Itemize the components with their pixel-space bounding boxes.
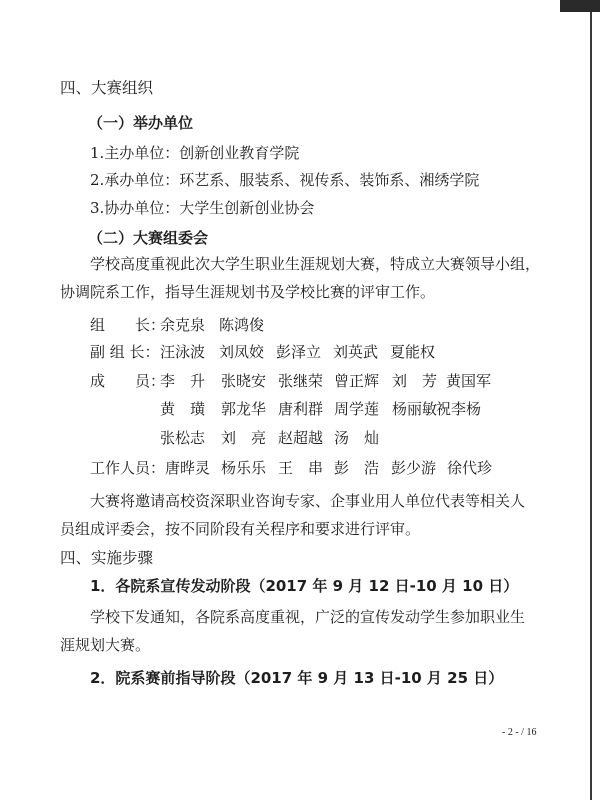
step-1-title: 1．各院系宣传发动阶段（2017 年 9 月 12 日-10 月 10 日） [90, 577, 519, 595]
member-label: 成 员： [90, 372, 166, 390]
member-name: 唐利群 [278, 400, 324, 418]
scan-corner [560, 0, 600, 12]
leader-name: 陈鸿俊 [219, 316, 265, 334]
leader-name: 余克泉 [160, 316, 206, 334]
vice-label: 副 组 长： [90, 343, 160, 361]
staff-label: 工作人员： [90, 459, 166, 477]
member-name: 黄国军 [446, 372, 492, 390]
staff-name: 彭少游 [391, 459, 437, 477]
member-name: 祝李杨 [436, 400, 482, 418]
staff-name: 杨乐乐 [221, 459, 267, 477]
vice-name: 刘英武 [333, 343, 379, 361]
staff-name: 唐晔灵 [165, 459, 211, 477]
vice-name: 夏能权 [390, 343, 436, 361]
committee-paragraph-line-2: 协调院系工作，指导生涯规划书及学校比赛的评审工作。 [60, 283, 436, 301]
judges-paragraph-line-1: 大赛将邀请高校资深职业咨询专家、企事业用人单位代表等相关人 [90, 492, 526, 510]
step-2-title: 2．院系赛前指导阶段（2017 年 9 月 13 日-10 月 25 日） [90, 669, 504, 687]
committee-paragraph-line-1: 学校高度重视此次大学生职业生涯规划大赛，特成立大赛领导小组， [90, 255, 541, 273]
org-item-3: 3.协办单位：大学生创新创业协会 [90, 199, 315, 217]
subsection-title-2: （二）大赛组委会 [88, 229, 209, 247]
member-name: 张继荣 [278, 372, 324, 390]
member-name: 刘 芳 [392, 372, 438, 390]
member-name: 杨丽敏 [392, 400, 438, 418]
step-1-paragraph-line-1: 学校下发通知，各院系高度重视，广泛的宣传发动学生参加职业生 [90, 608, 526, 626]
member-name: 曾正辉 [334, 372, 380, 390]
member-name: 张晓安 [221, 372, 267, 390]
member-name: 刘 亮 [221, 429, 267, 447]
staff-name: 彭 浩 [334, 459, 380, 477]
vice-name: 彭泽立 [276, 343, 322, 361]
section-title-steps: 四、实施步骤 [60, 549, 154, 567]
step-1-paragraph-line-2: 涯规划大赛。 [60, 636, 151, 654]
judges-paragraph-line-2: 员组成评委会，按不同阶段有关程序和要求进行评审。 [60, 520, 421, 538]
staff-name: 徐代珍 [447, 459, 493, 477]
member-name: 张松志 [160, 429, 206, 447]
page-number: - 2 - / 16 [502, 727, 537, 738]
vice-name: 汪泳波 [160, 343, 206, 361]
member-name: 黄 璜 [160, 400, 206, 418]
vice-name: 刘凤姣 [219, 343, 265, 361]
leader-label: 组 长： [90, 316, 166, 334]
member-name: 李 升 [160, 372, 206, 390]
member-name: 周学莲 [334, 400, 380, 418]
org-item-1: 1.主办单位：创新创业教育学院 [90, 144, 300, 162]
section-title: 四、大赛组织 [60, 79, 154, 97]
scan-edge [590, 0, 592, 800]
staff-name: 王 串 [278, 459, 324, 477]
member-name: 赵超越 [278, 429, 324, 447]
org-item-2: 2.承办单位：环艺系、服装系、视传系、装饰系、湘绣学院 [90, 171, 480, 189]
member-name: 郭龙华 [221, 400, 267, 418]
subsection-title-1: （一）举办单位 [88, 114, 194, 132]
member-name: 汤 灿 [334, 429, 380, 447]
